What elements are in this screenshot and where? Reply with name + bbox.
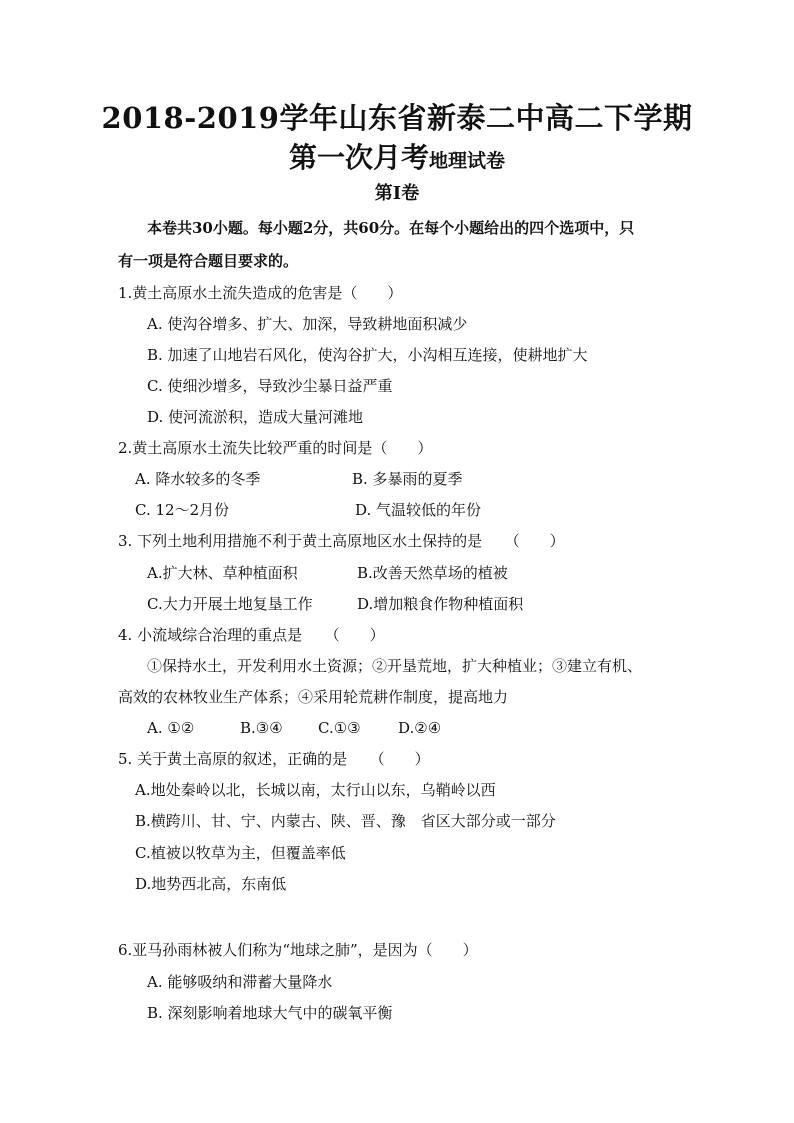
question-4-option-b: B.③④ [240,719,283,737]
question-3-option-c: C.大力开展土地复垦工作 [147,595,313,613]
question-3-option-b: B.改善天然草场的植被 [357,564,508,582]
question-3-option-a: A.扩大林、草种植面积 [147,564,298,582]
question-2-option-c: C. 12～2月份 [135,501,230,519]
question-4-option-a: A. ①② [147,719,195,737]
question-5-option-c: C.植被以牧草为主，但覆盖率低 [135,844,346,862]
question-1-option-c: C. 使细沙增多，导致沙尘暴日益严重 [147,377,393,395]
question-2-stem: 2.黄土高原水土流失比较严重的时间是（ ） [118,439,433,457]
question-4-stem: 4. 小流域综合治理的重点是 （ ） [118,626,385,644]
exam-title-main: 第一次月考 [288,141,429,174]
exam-title-line2 [0,140,794,176]
question-1-stem: 1.黄土高原水土流失造成的危害是（ ） [118,284,403,302]
question-5-stem: 5. 关于黄土高原的叙述，正确的是 （ ） [118,750,430,768]
exam-title-subject: 地理试卷 [429,150,506,172]
question-1-option-b: B. 加速了山地岩石风化，使沟谷扩大，小沟相互连接，使耕地扩大 [147,346,588,364]
question-2-option-b: B. 多暴雨的夏季 [352,470,463,488]
question-6-option-a: A. 能够吸纳和滞蓄大量降水 [147,973,333,991]
question-2-option-d: D. 气温较低的年份 [355,501,482,519]
question-5-option-b: B.横跨川、甘、宁、内蒙古、陕、晋、豫 省区大部分或一部分 [135,812,556,830]
question-4-option-c: C.①③ [318,719,361,737]
question-4-body-line2: 高效的农林牧业生产体系；④采用轮荒耕作制度，提高地力 [118,688,509,706]
question-3-option-d: D.增加粮食作物种植面积 [357,595,524,613]
question-4-option-d: D.②④ [398,719,442,737]
volume-heading: 第Ⅰ卷 [374,183,420,204]
question-6-option-b: B. 深刻影响着地球大气中的碳氧平衡 [147,1004,393,1022]
instructions-line1: 本卷共30小题。每小题2分，共60分。在每个小题给出的四个选项中，只 [147,219,635,237]
question-1-option-d: D. 使河流淤积，造成大量河滩地 [147,408,364,426]
question-6-stem: 6.亚马孙雨林被人们称为“地球之肺”，是因为（ ） [118,941,478,959]
question-3-stem: 3. 下列土地利用措施不利于黄土高原地区水土保持的是 （ ） [118,532,565,550]
question-2-option-a: A. 降水较多的冬季 [135,470,261,488]
question-5-option-d: D.地势西北高，东南低 [135,875,287,893]
exam-title-line1: 2018-2019学年山东省新泰二中高二下学期 [101,101,693,135]
question-4-body-line1: ①保持水土，开发利用水土资源；②开垦荒地，扩大种植业；③建立有机、 [147,657,643,675]
question-1-option-a: A. 使沟谷增多、扩大、加深，导致耕地面积减少 [147,315,468,333]
instructions-line2: 有一项是符合题目要求的。 [118,252,299,270]
question-5-option-a: A.地处秦岭以北，长城以南，太行山以东，乌鞘岭以西 [135,781,496,799]
